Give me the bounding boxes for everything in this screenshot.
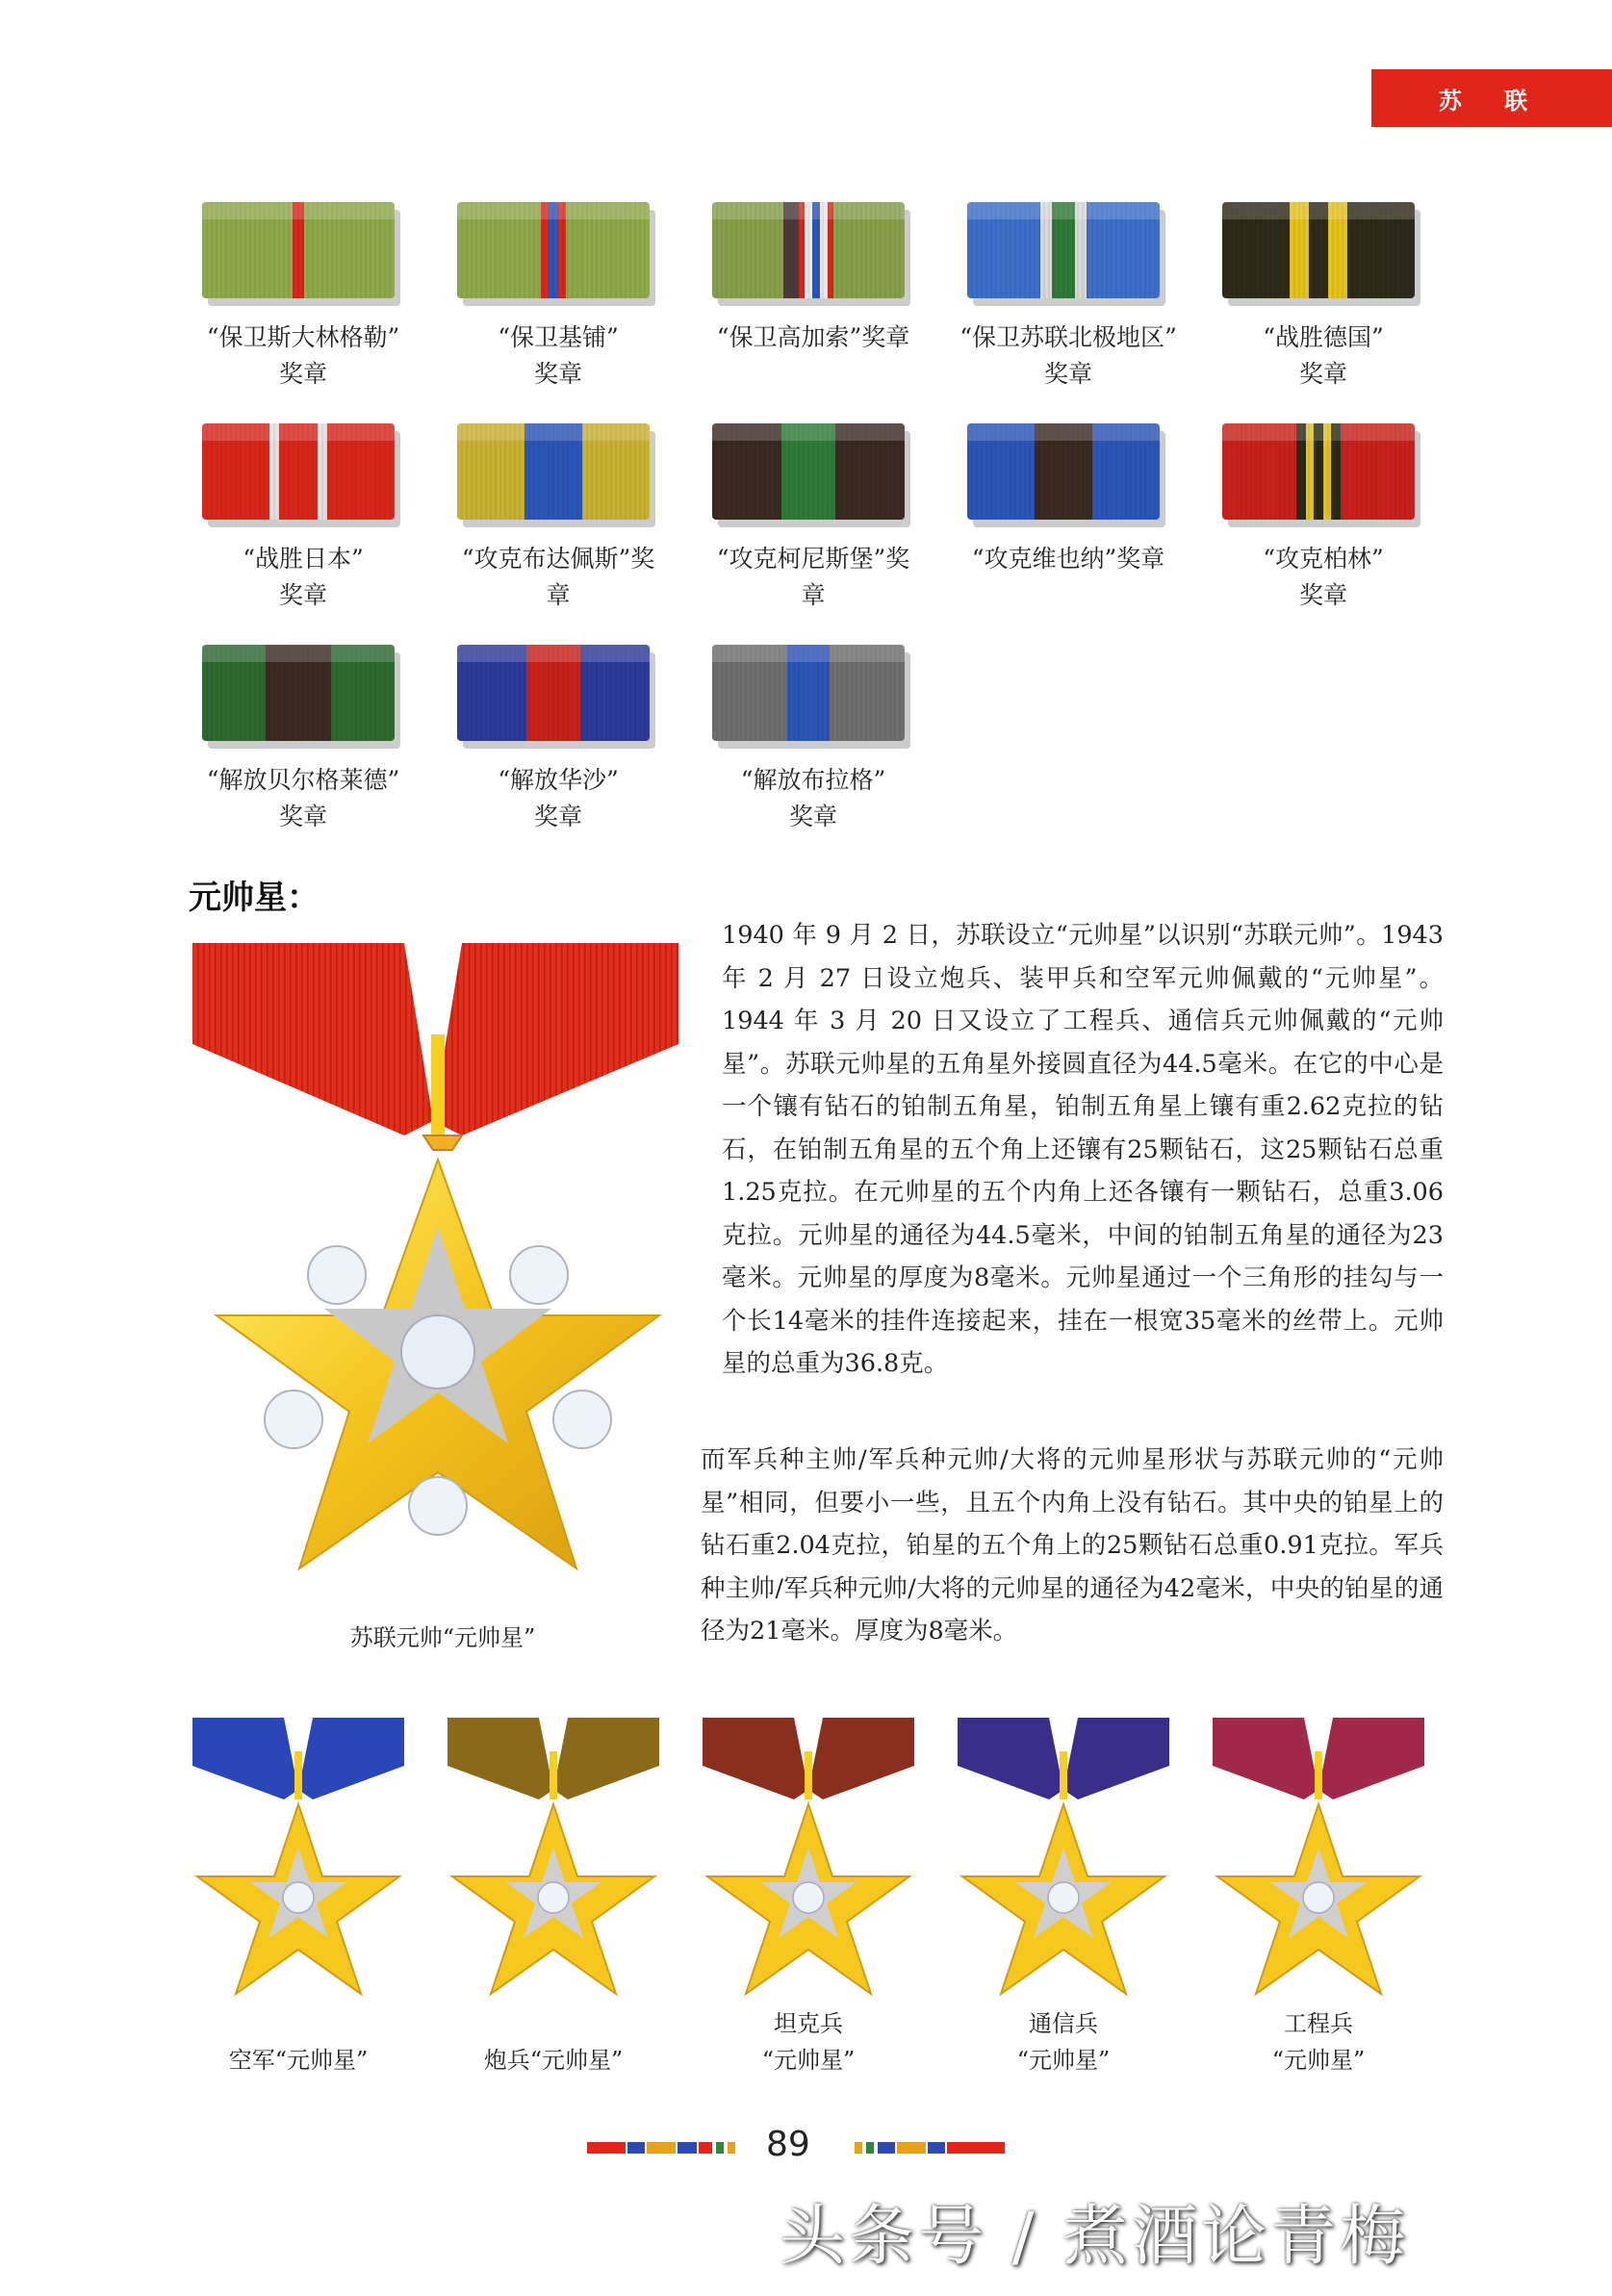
- footer-bar-right: [855, 2142, 1009, 2154]
- small-star-image: [188, 1713, 409, 2002]
- small-star-caption-line2: 炮兵“元帅星”: [483, 2047, 624, 2074]
- ribbon-bar: [1222, 423, 1424, 531]
- ribbon-caption-line2: 奖章: [278, 581, 327, 609]
- small-star-caption-line1: [188, 2005, 409, 2042]
- ribbon-caption: [948, 541, 1189, 577]
- small-star-caption-line1: 通信兵: [1029, 2010, 1098, 2037]
- small-star-caption-line1: 工程兵: [1284, 2010, 1353, 2037]
- small-star-item: [1208, 1713, 1429, 2079]
- ribbon-caption-line2: 奖章: [788, 803, 837, 830]
- small-star-item: [953, 1713, 1174, 2079]
- small-star-item: [698, 1713, 919, 2079]
- ribbon-bar: [457, 645, 659, 753]
- small-star-image: [953, 1713, 1174, 2002]
- ribbon-caption-line1: “解放贝尔格莱德”: [206, 766, 400, 794]
- section-tab: 苏 联: [1371, 69, 1612, 127]
- ribbon-item: [693, 645, 934, 835]
- ribbon-bar: [457, 423, 659, 531]
- ribbon-caption-line1: “攻克布达佩斯”奖: [461, 545, 655, 573]
- ribbon-item: [693, 423, 934, 614]
- ribbon-caption-line2: 奖章: [278, 360, 327, 388]
- ribbon-item: [438, 645, 678, 835]
- ribbon-bar: [967, 423, 1169, 531]
- ribbon-caption: [693, 319, 934, 356]
- ribbon-item: [693, 202, 934, 356]
- ribbon-item: [183, 202, 423, 393]
- ribbon-caption: [183, 319, 423, 393]
- ribbon-caption-line1: “战胜日本”: [243, 545, 364, 573]
- ribbon-caption: [183, 541, 423, 614]
- small-star-item: [188, 1713, 409, 2079]
- ribbon-caption: [1203, 541, 1444, 614]
- small-star-caption-line2: “元帅星”: [761, 2047, 856, 2074]
- ribbon-bar: [1222, 202, 1424, 310]
- ribbon-bar: [202, 202, 404, 310]
- ribbon-caption-line2: 奖章: [533, 360, 582, 388]
- ribbon-caption-line1: “解放华沙”: [498, 766, 619, 794]
- small-star-item: [443, 1713, 664, 2079]
- small-star-image: [1208, 1713, 1429, 2002]
- footer-bar-left: [587, 2142, 741, 2154]
- ribbon-caption-line2: 奖章: [1043, 360, 1092, 388]
- ribbon-caption-line2: 章: [801, 581, 826, 609]
- small-star-image: [443, 1713, 664, 2002]
- small-star-caption-line1: [443, 2005, 664, 2042]
- small-star-caption-line2: “元帅星”: [1271, 2047, 1366, 2074]
- ribbon-bar: [712, 645, 914, 753]
- section-title: 元帅星：: [189, 879, 320, 917]
- ribbon-caption-line1: “保卫斯大林格勒”: [206, 323, 400, 351]
- ribbon-item: [1203, 423, 1444, 614]
- small-star-caption-line2: 空军“元帅星”: [228, 2047, 369, 2074]
- ribbon-bar: [202, 423, 404, 531]
- ribbon-item: [183, 423, 423, 614]
- ribbon-item: [948, 423, 1189, 577]
- main-star-caption: 苏联元帅“元帅星”: [349, 1624, 536, 1651]
- ribbon-caption-line2: 奖章: [1298, 360, 1347, 388]
- ribbon-caption: [693, 541, 934, 614]
- ribbon-caption-line2: 奖章: [533, 803, 582, 830]
- ribbon-caption: [438, 319, 678, 393]
- small-star-image: [698, 1713, 919, 2002]
- ribbon-caption-line1: “保卫高加索”奖章: [716, 323, 910, 351]
- ribbon-item: [948, 202, 1189, 393]
- paragraph-1: 1940 年 9 月 2 日，苏联设立“元帅星”以识别“苏联元帅”。1943 年 2 月 27 日设立炮兵、装甲兵和空军元帅佩戴的“元帅星”。1944 年 3 月 20 日又设立了工程兵、通信兵元帅佩戴的“元帅星”。苏联元帅星的五角星外接圆直径为44.5毫米。在它的中心是一个镶有钻石的铂制五角星，铂制五角星上镶有重2.62克拉的钻石，在铂制五角星的五个角上还镶有25颗钻石，这25颗钻石总重1.25克拉。在元帅星的五个内角上还各镶有一颗钻石，总重3.06克拉。元帅星的通径为44.5毫米，中间的铂制五角星的通径为23毫米。元帅星的厚度为8毫米。元帅星通过一个三角形的挂勾与一个长14毫米的挂件连接起来，挂在一根宽35毫米的丝带上。元帅星的总重为36.8克。: [722, 921, 1444, 1378]
- ribbon-caption-line1: “战胜德国”: [1263, 323, 1384, 351]
- ribbon-caption: [1203, 319, 1444, 393]
- ribbon-item: [1203, 202, 1444, 393]
- ribbon-caption: [948, 319, 1189, 393]
- ribbon-caption-line2: 奖章: [278, 803, 327, 830]
- ribbon-caption-line1: “攻克柯尼斯堡”奖: [716, 545, 910, 573]
- ribbon-caption: [438, 541, 678, 614]
- watermark: 头条号 / 煮酒论青梅: [780, 2199, 1410, 2275]
- ribbon-caption-line1: “攻克维也纳”奖章: [971, 545, 1165, 573]
- ribbon-caption: [183, 762, 423, 835]
- small-star-caption-line2: “元帅星”: [1016, 2047, 1111, 2074]
- ribbon-caption-line2: 奖章: [1298, 581, 1347, 609]
- ribbon-caption-line1: “攻克柏林”: [1263, 545, 1384, 573]
- ribbon-bar: [712, 423, 914, 531]
- ribbon-item: [438, 423, 678, 614]
- ribbon-caption: [438, 762, 678, 835]
- ribbon-bar: [967, 202, 1169, 310]
- ribbon-caption: [693, 762, 934, 835]
- ribbon-caption-line1: “解放布拉格”: [740, 766, 886, 794]
- ribbon-caption-line1: “保卫苏联北极地区”: [960, 323, 1177, 351]
- ribbon-item: [438, 202, 678, 393]
- ribbon-bar: [457, 202, 659, 310]
- small-star-caption-line1: 坦克兵: [774, 2010, 843, 2037]
- marshal-star-image: [188, 938, 688, 1578]
- ribbon-bar: [712, 202, 914, 310]
- ribbon-item: [183, 645, 423, 835]
- ribbon-caption-line1: “保卫基铺”: [498, 323, 619, 351]
- paragraph-2: 而军兵种主帅/军兵种元帅/大将的元帅星形状与苏联元帅的“元帅星”相同，但要小一些，且五个内角上没有钻石。其中央的铂星上的钻石重2.04克拉，铂星的五个角上的25颗钻石总重0.91克拉。军兵种主帅/军兵种元帅/大将的元帅星的通径为42毫米，中央的铂星的通径为21毫米。厚度为8毫米。: [701, 1445, 1444, 1645]
- ribbon-bar: [202, 645, 404, 753]
- page-number: 89: [766, 2125, 810, 2164]
- ribbon-caption-line2: 章: [546, 581, 571, 609]
